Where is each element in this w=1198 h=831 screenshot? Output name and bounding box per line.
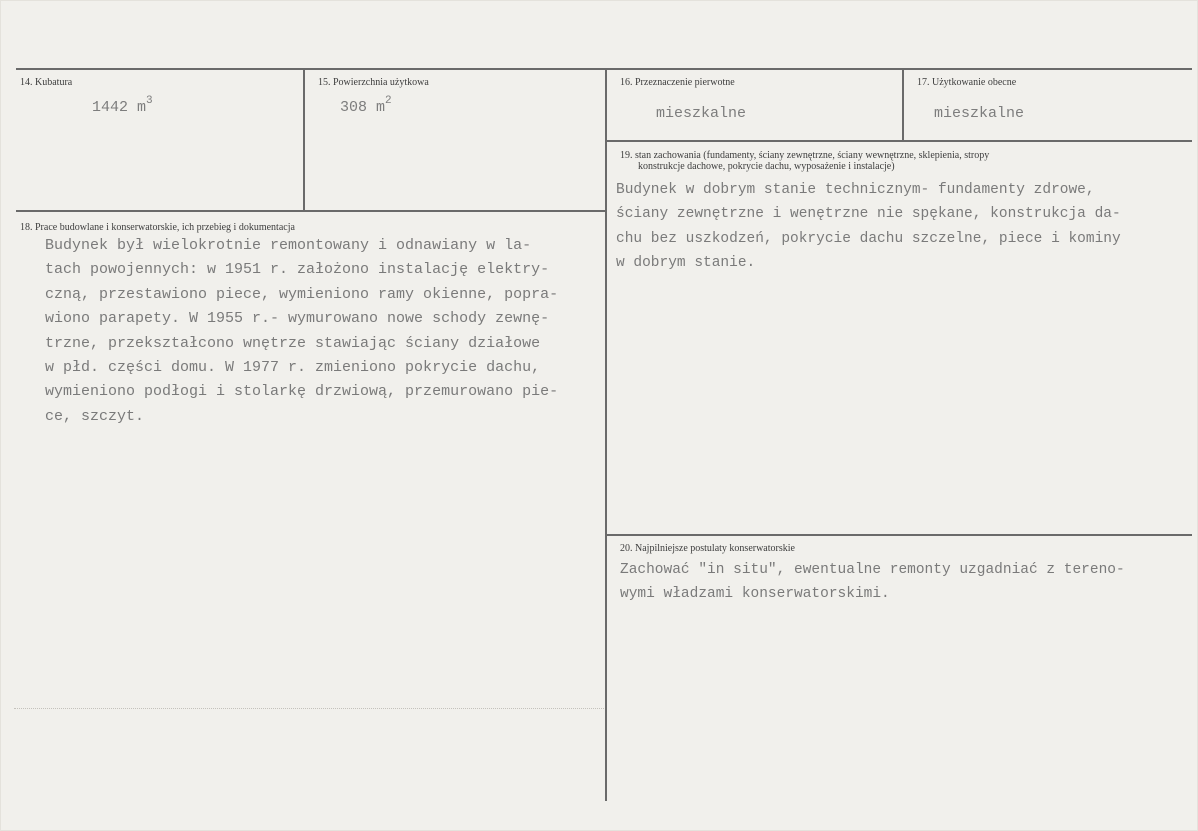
field-19-line: chu bez uszkodzeń, pokrycie dachu szczelne, piece i kominy — [616, 230, 1121, 247]
divider-14-15 — [303, 68, 305, 211]
field-18-label: 18. Prace budowlane i konserwatorskie, ich przebieg i dokumentacja — [20, 222, 295, 233]
field-18-line: trzne, przekształcono wnętrze stawiając ściany działowe — [45, 334, 541, 352]
field-18-line: Budynek był wielokrotnie remontowany i odnawiany w la- — [45, 237, 532, 254]
rule-below-14-15 — [16, 210, 607, 212]
field-16-label: 16. Przeznaczenie pierwotne — [620, 77, 735, 88]
field-19-label-line: 19. stan zachowania (fundamenty, ściany zewnętrzne, ściany wewnętrzne, sklepienia, stropy — [620, 150, 990, 161]
field-15-unit-exponent: 2 — [385, 95, 392, 107]
field-15-number: 308 m — [340, 99, 386, 116]
top-rule — [16, 68, 1192, 70]
field-20-line: Zachować "in situ", ewentualne remonty uzgadniać z tereno- — [620, 562, 1125, 578]
rule-above-20 — [607, 534, 1192, 536]
field-14-label: 14. Kubatura — [20, 77, 73, 88]
field-14-number: 1442 m — [92, 99, 147, 116]
field-18-line: w płd. części domu. W 1977 r. zmieniono pokrycie dachu, — [45, 359, 541, 377]
field-17-label: 17. Użytkowanie obecne — [917, 77, 1017, 88]
divider-center — [605, 68, 607, 801]
field-19-label-line: konstrukcje dachowe, pokrycie dachu, wyposażenie i instalacje) — [638, 161, 895, 172]
field-19-text — [616, 178, 1121, 276]
rule-below-16-17 — [607, 140, 1192, 142]
field-18-line: tach powojennych: w 1951 r. założono instalację elektry- — [45, 261, 550, 279]
dotted-guide — [14, 708, 604, 709]
field-20-label: 20. Najpilniejsze postulaty konserwatorskie — [620, 543, 795, 554]
field-17-value: mieszkalne — [934, 105, 1025, 122]
field-19-label — [620, 150, 989, 172]
field-14-unit-exponent: 3 — [146, 95, 153, 107]
field-14-value — [92, 97, 153, 116]
field-19-line: Budynek w dobrym stanie technicznym- fundamenty zdrowe, — [616, 182, 1095, 198]
field-19-line: w dobrym stanie. — [616, 255, 756, 272]
field-18-line: wiono parapety. W 1955 r.- wymurowano nowe schody zewnę- — [45, 310, 550, 328]
field-20-line: wymi władzami konserwatorskimi. — [620, 586, 890, 603]
divider-16-17 — [902, 68, 904, 141]
field-18-text — [45, 234, 558, 429]
field-15-label: 15. Powierzchnia użytkowa — [318, 77, 429, 88]
field-15-value — [340, 97, 392, 116]
field-18-line: wymieniono podłogi i stolarkę drzwiową, przemurowano pie- — [45, 383, 559, 401]
field-20-text — [620, 558, 1125, 607]
field-18-line: ce, szczyt. — [45, 407, 145, 425]
field-18-line: czną, przestawiono piece, wymieniono ramy okienne, popra- — [45, 285, 559, 303]
field-16-value: mieszkalne — [656, 105, 747, 122]
field-19-line: ściany zewnętrzne i wenętrzne nie spękane, konstrukcja da- — [616, 206, 1121, 223]
